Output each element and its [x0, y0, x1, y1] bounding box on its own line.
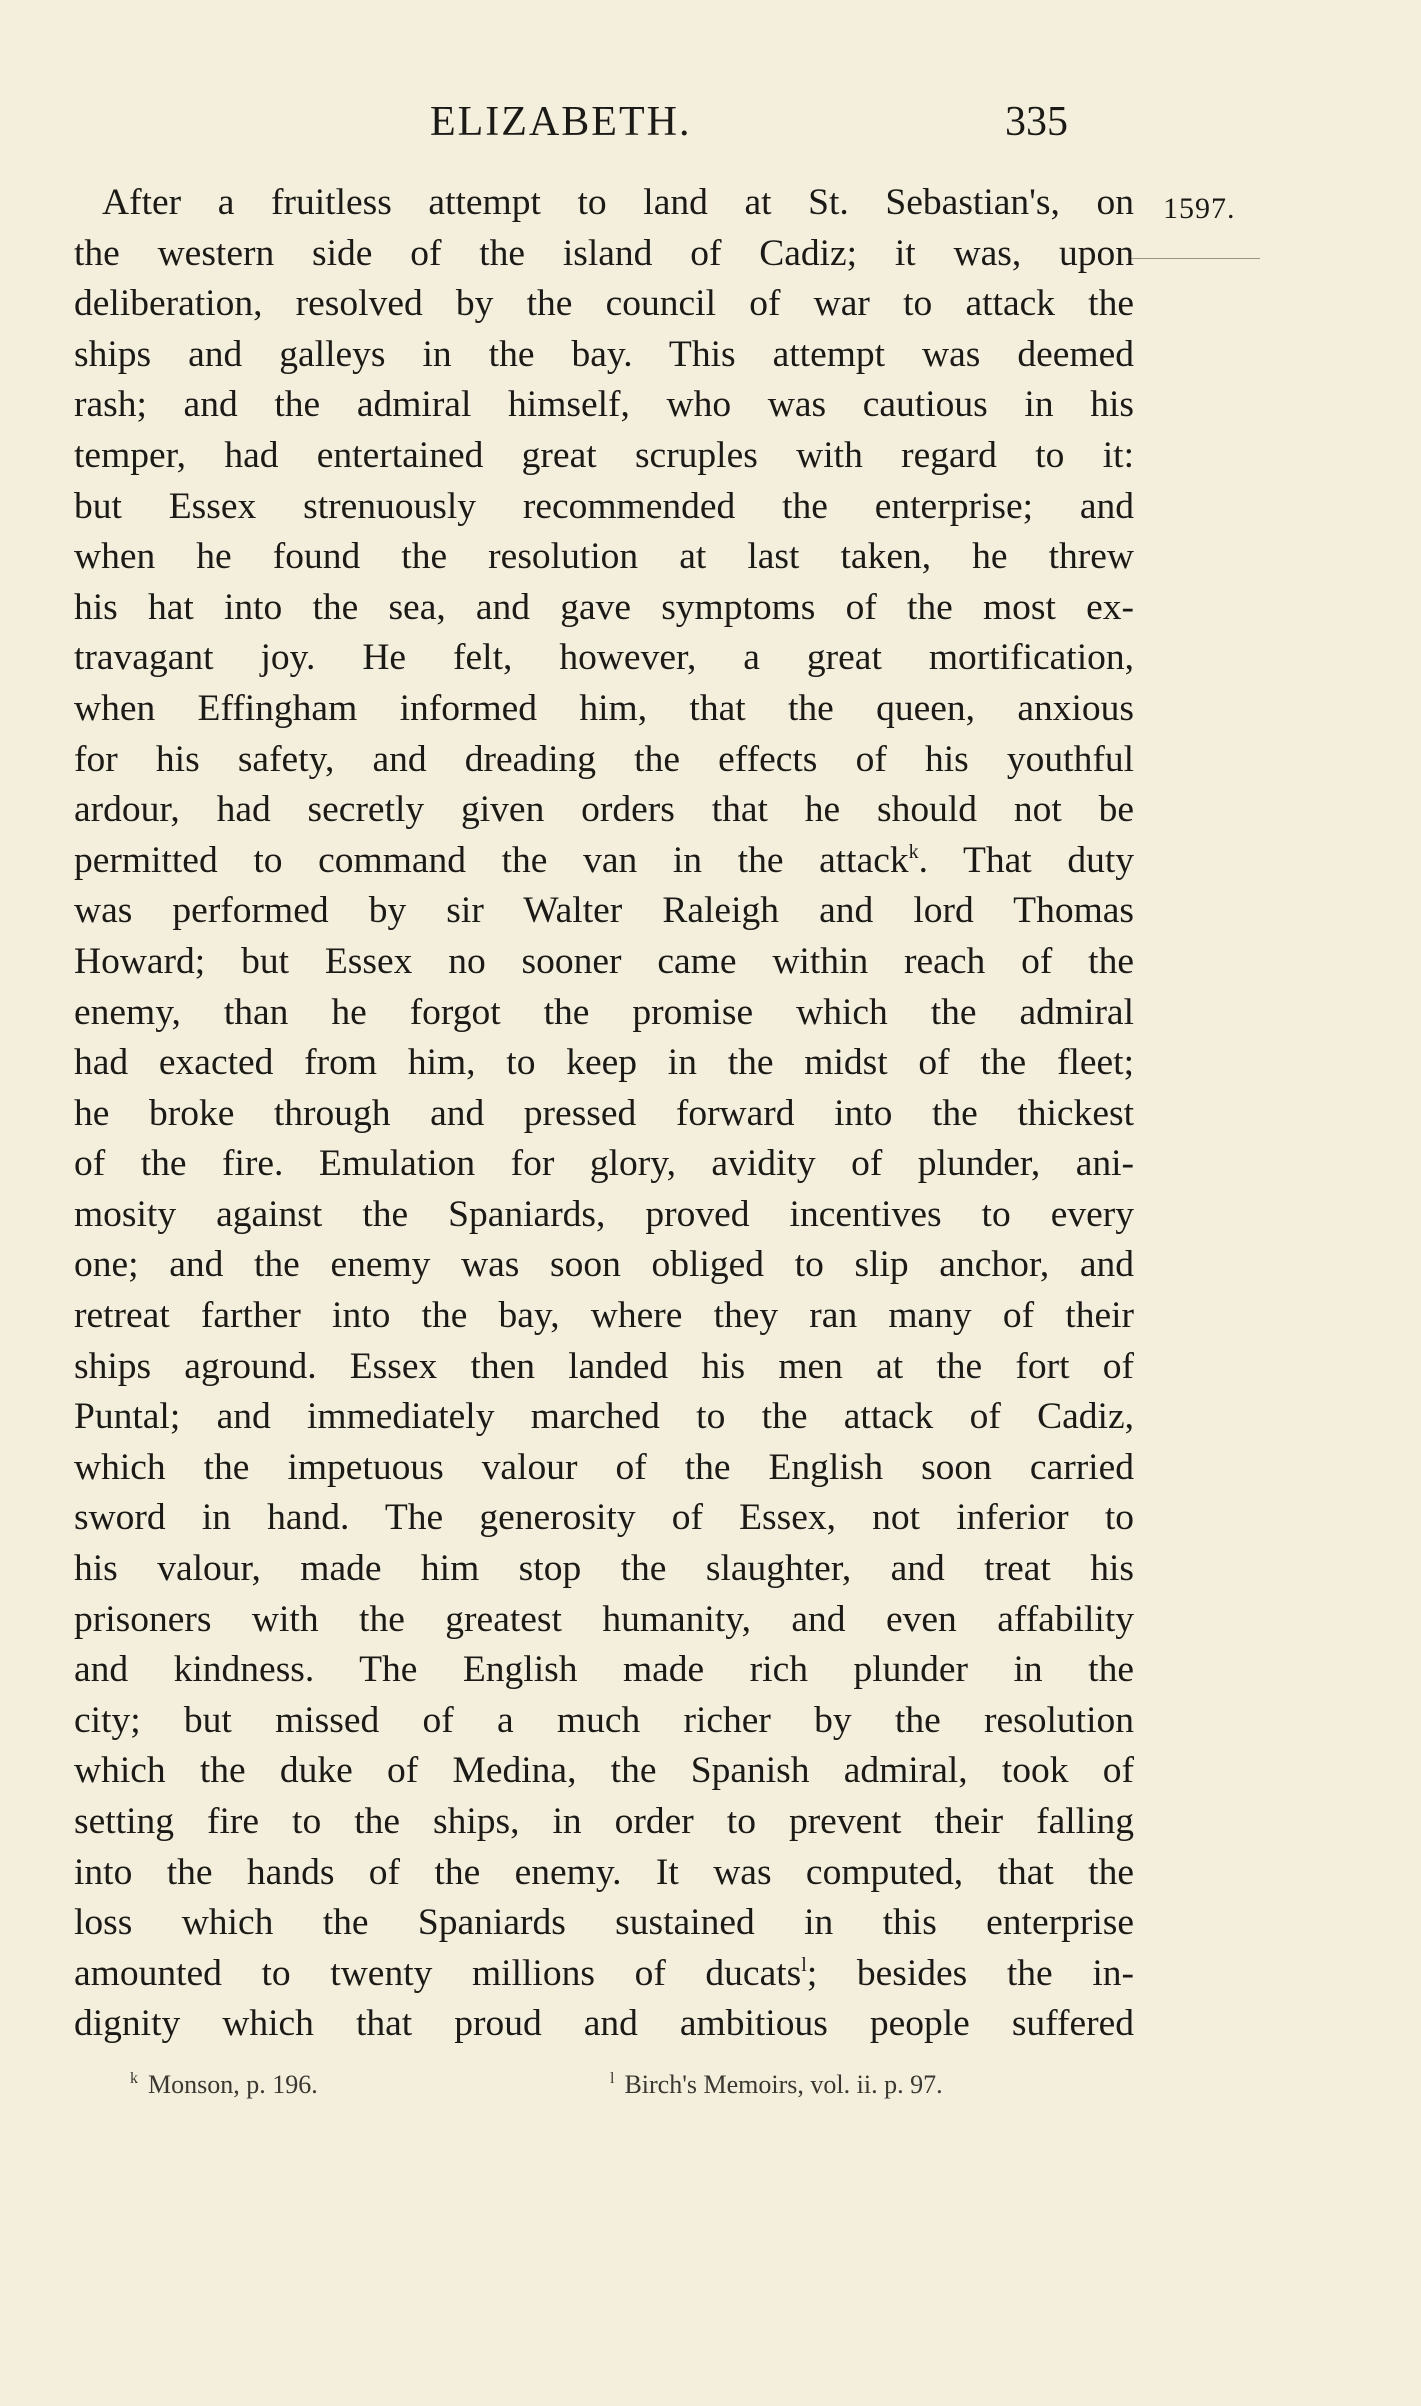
- text-line-37: dignity which that proud and ambitious people suffered: [74, 2003, 1134, 2045]
- text-line-36: [74, 1949, 1134, 2000]
- text-line-36-tail: ; besides the in-: [806, 1952, 1134, 1994]
- text-line-8: when he found the resolution at last taken, he threw: [74, 536, 1134, 578]
- footnotes: [0, 2070, 1421, 2110]
- text-line-21: mosity against the Spaniards, proved incentives to every: [74, 1193, 1134, 1235]
- text-line-5: rash; and the admiral himself, who was cautious in his: [74, 384, 1134, 426]
- text-line-11: when Effingham informed him, that the queen, anxious: [74, 687, 1134, 729]
- text-line-14-tail: . That duty: [918, 839, 1134, 881]
- text-line-4: ships and galleys in the bay. This attempt was deemed: [74, 333, 1134, 375]
- footnote-k-text: Monson, p. 196.: [148, 2070, 318, 2099]
- footnote-k-marker: k: [130, 2070, 138, 2087]
- text-line-25: Puntal; and immediately marched to the attack of Cadiz,: [74, 1396, 1134, 1438]
- text-line-2: the western side of the island of Cadiz; it was, upon: [74, 232, 1134, 274]
- text-line-3: deliberation, resolved by the council of war to attack the: [74, 283, 1134, 325]
- running-head: [0, 98, 1421, 158]
- text-line-17: enemy, than he forgot the promise which the admiral: [74, 991, 1134, 1033]
- text-line-28: his valour, made him stop the slaughter, and treat his: [74, 1548, 1134, 1590]
- text-line-30: and kindness. The English made rich plunder in the: [74, 1649, 1134, 1691]
- footnote-k: [130, 2070, 318, 2100]
- text-line-23: retreat farther into the bay, where they ran many of their: [74, 1295, 1134, 1337]
- footnote-ref-k: k: [908, 840, 919, 863]
- body-text: [74, 178, 1134, 2050]
- text-line-20: of the fire. Emulation for glory, avidity of plunder, ani-: [74, 1143, 1134, 1185]
- footnote-l-text: Birch's Memoirs, vol. ii. p. 97.: [624, 2070, 943, 2099]
- page-number: 335: [1005, 99, 1068, 145]
- text-line-36-main: amounted to twenty millions of ducats: [74, 1952, 802, 1994]
- text-line-29: prisoners with the greatest humanity, and even affability: [74, 1598, 1134, 1640]
- text-line-35: loss which the Spaniards sustained in this enterprise: [74, 1902, 1134, 1944]
- text-line-22: one; and the enemy was soon obliged to slip anchor, and: [74, 1244, 1134, 1286]
- text-line-10: travagant joy. He felt, however, a great mortification,: [74, 637, 1134, 679]
- text-line-32: which the duke of Medina, the Spanish admiral, took of: [74, 1750, 1134, 1792]
- text-line-16: Howard; but Essex no sooner came within reach of the: [74, 940, 1134, 982]
- text-line-9: his hat into the sea, and gave symptoms of the most ex-: [74, 586, 1134, 628]
- text-line-12: for his safety, and dreading the effects of his youthful: [74, 738, 1134, 780]
- text-line-34: into the hands of the enemy. It was computed, that the: [74, 1851, 1134, 1893]
- text-line-7: but Essex strenuously recommended the enterprise; and: [74, 485, 1134, 527]
- text-line-14: [74, 836, 1134, 887]
- text-line-31: city; but missed of a much richer by the resolution: [74, 1699, 1134, 1741]
- text-line-27: sword in hand. The generosity of Essex, not inferior to: [74, 1497, 1134, 1539]
- footnote-l: [610, 2070, 943, 2100]
- footnote-l-marker: l: [610, 2070, 615, 2087]
- text-line-6: temper, had entertained great scruples with regard to it:: [74, 434, 1134, 476]
- running-head-title: ELIZABETH.: [430, 99, 692, 145]
- margin-rule: [1128, 258, 1260, 259]
- text-line-14-main: permitted to command the van in the attack: [74, 839, 909, 881]
- footnote-ref-l: l: [801, 1953, 807, 1976]
- text-line-18: had exacted from him, to keep in the midst of the fleet;: [74, 1042, 1134, 1084]
- margin-year: 1597.: [1163, 192, 1236, 225]
- text-line-15: was performed by sir Walter Raleigh and lord Thomas: [74, 890, 1134, 932]
- text-line-26: which the impetuous valour of the English soon carried: [74, 1446, 1134, 1488]
- text-line-33: setting fire to the ships, in order to prevent their falling: [74, 1801, 1134, 1842]
- text-line-13: ardour, had secretly given orders that he should not be: [74, 789, 1134, 831]
- text-line-19: he broke through and pressed forward into the thickest: [74, 1092, 1134, 1134]
- text-line-1: After a fruitless attempt to land at St. Sebastian's, on: [102, 182, 1134, 223]
- text-line-24: ships aground. Essex then landed his men at the fort of: [74, 1345, 1134, 1387]
